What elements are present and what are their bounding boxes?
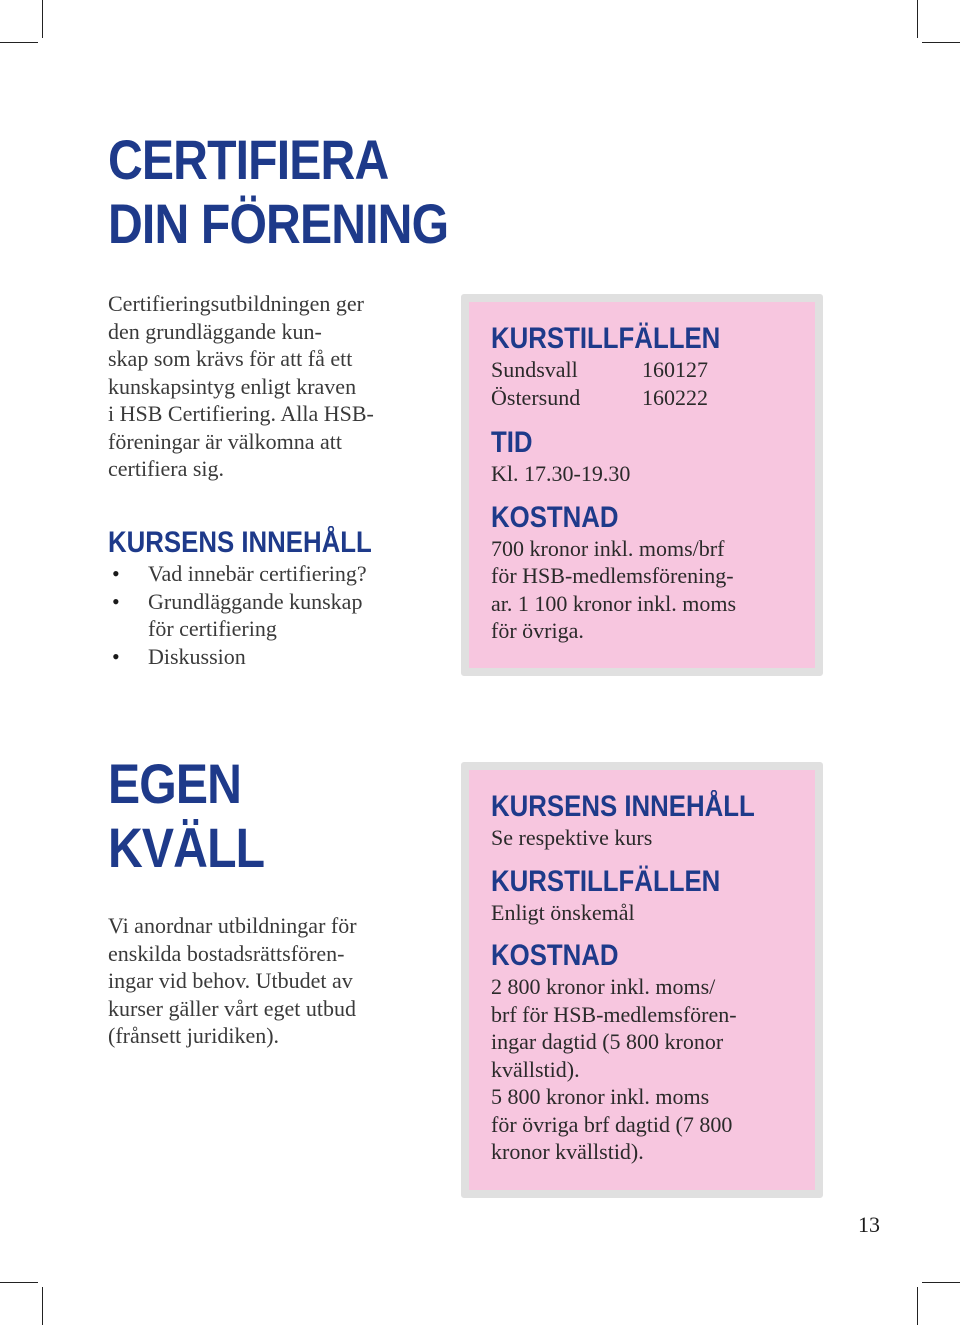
intro-line: ingar vid behov. Utbudet av bbox=[108, 968, 353, 993]
crop-mark bbox=[0, 42, 38, 43]
intro-line: den grundläggande kun- bbox=[108, 318, 322, 344]
crop-mark bbox=[917, 1287, 918, 1325]
occasion-row bbox=[491, 356, 758, 384]
list-item bbox=[108, 560, 367, 588]
cost-line: kronor kvällstid). bbox=[491, 1139, 644, 1164]
crop-mark bbox=[922, 42, 960, 43]
occasion-date: 160127 bbox=[642, 357, 708, 382]
occasion-place: Östersund bbox=[491, 384, 581, 410]
bullet-icon: • bbox=[112, 561, 120, 586]
list-item-text: för certifiering bbox=[148, 616, 277, 641]
occasions-heading: KURSTILLFÄLLEN bbox=[491, 864, 721, 898]
cost-line: för övriga brf dagtid (7 800 bbox=[491, 1111, 733, 1137]
occasions-table bbox=[491, 356, 758, 411]
list-item bbox=[108, 643, 367, 671]
intro-line: enskilda bostadsrättsfören- bbox=[108, 940, 345, 966]
occasions-heading: KURSTILLFÄLLEN bbox=[491, 322, 721, 355]
title-line: CERTIFIERA bbox=[108, 128, 389, 191]
intro-line: kunskapsintyg enligt kraven bbox=[108, 373, 357, 399]
occasions-value: Enligt önskemål bbox=[491, 899, 635, 925]
course-content-list bbox=[108, 560, 367, 670]
course-content-heading: KURSENS INNEHÅLL bbox=[108, 526, 372, 559]
crop-mark bbox=[0, 1282, 38, 1283]
title-line: KVÄLL bbox=[108, 816, 265, 879]
egen-kvall-title bbox=[108, 752, 264, 880]
bullet-icon: • bbox=[112, 643, 120, 669]
intro-line: föreningar är välkomna att bbox=[108, 428, 342, 454]
occasion-date: 160222 bbox=[642, 384, 708, 410]
occasion-row bbox=[491, 384, 758, 412]
intro-line: Certifieringsutbildningen ger bbox=[108, 291, 364, 316]
cost-line: ingar dagtid (5 800 kronor bbox=[491, 1029, 724, 1054]
page-number: 13 bbox=[858, 1212, 880, 1237]
list-item bbox=[108, 588, 367, 643]
egen-kvall-intro bbox=[108, 912, 357, 1050]
time-heading: TID bbox=[491, 426, 533, 459]
cost-line: kvällstid). bbox=[491, 1056, 580, 1082]
crop-mark bbox=[917, 0, 918, 38]
cost-line: brf för HSB-medlemsfören- bbox=[491, 1001, 737, 1027]
occasion-place: Sundsvall bbox=[491, 357, 578, 382]
cost-line: för övriga. bbox=[491, 618, 584, 643]
cost-line: 5 800 kronor inkl. moms bbox=[491, 1084, 710, 1109]
cost-heading: KOSTNAD bbox=[491, 939, 619, 972]
bullet-icon: • bbox=[112, 588, 120, 614]
crop-mark bbox=[42, 0, 43, 38]
cost-line: för HSB-medlemsförening- bbox=[491, 563, 734, 588]
content-text bbox=[491, 824, 798, 852]
certifiera-info-box bbox=[461, 294, 823, 676]
list-item-text: Vad innebär certifiering? bbox=[148, 561, 367, 586]
intro-line: i HSB Certifiering. Alla HSB- bbox=[108, 401, 374, 426]
crop-mark bbox=[922, 1282, 960, 1283]
time-value: Kl. 17.30-19.30 bbox=[491, 461, 631, 486]
certifiera-title bbox=[108, 128, 448, 256]
intro-line: certifiera sig. bbox=[108, 456, 225, 481]
cost-heading: KOSTNAD bbox=[491, 500, 619, 534]
certifiera-intro bbox=[108, 290, 374, 483]
list-item-text: Diskussion bbox=[148, 643, 246, 669]
egen-kvall-info-box bbox=[461, 762, 823, 1198]
cost-line: ar. 1 100 kronor inkl. moms bbox=[491, 590, 737, 616]
crop-mark bbox=[42, 1287, 43, 1325]
intro-line: skap som krävs för att få ett bbox=[108, 346, 353, 371]
cost-line: 2 800 kronor inkl. moms/ bbox=[491, 974, 716, 999]
time-text bbox=[491, 460, 758, 488]
intro-line: Vi anordnar utbildningar för bbox=[108, 913, 357, 938]
list-item-text: Grundläggande kunskap bbox=[148, 588, 363, 614]
intro-line: kurser gäller vårt eget utbud bbox=[108, 995, 357, 1021]
cost-text bbox=[491, 973, 798, 1166]
intro-line: (frånsett juridiken). bbox=[108, 1023, 280, 1048]
content-heading: KURSENS INNEHÅLL bbox=[491, 790, 755, 823]
content-value: Se respektive kurs bbox=[491, 825, 653, 850]
cost-line: 700 kronor inkl. moms/brf bbox=[491, 535, 725, 561]
occasions-text bbox=[491, 899, 798, 927]
cost-text bbox=[491, 535, 758, 645]
title-line: DIN FÖRENING bbox=[108, 192, 449, 255]
title-line: EGEN bbox=[108, 752, 242, 815]
